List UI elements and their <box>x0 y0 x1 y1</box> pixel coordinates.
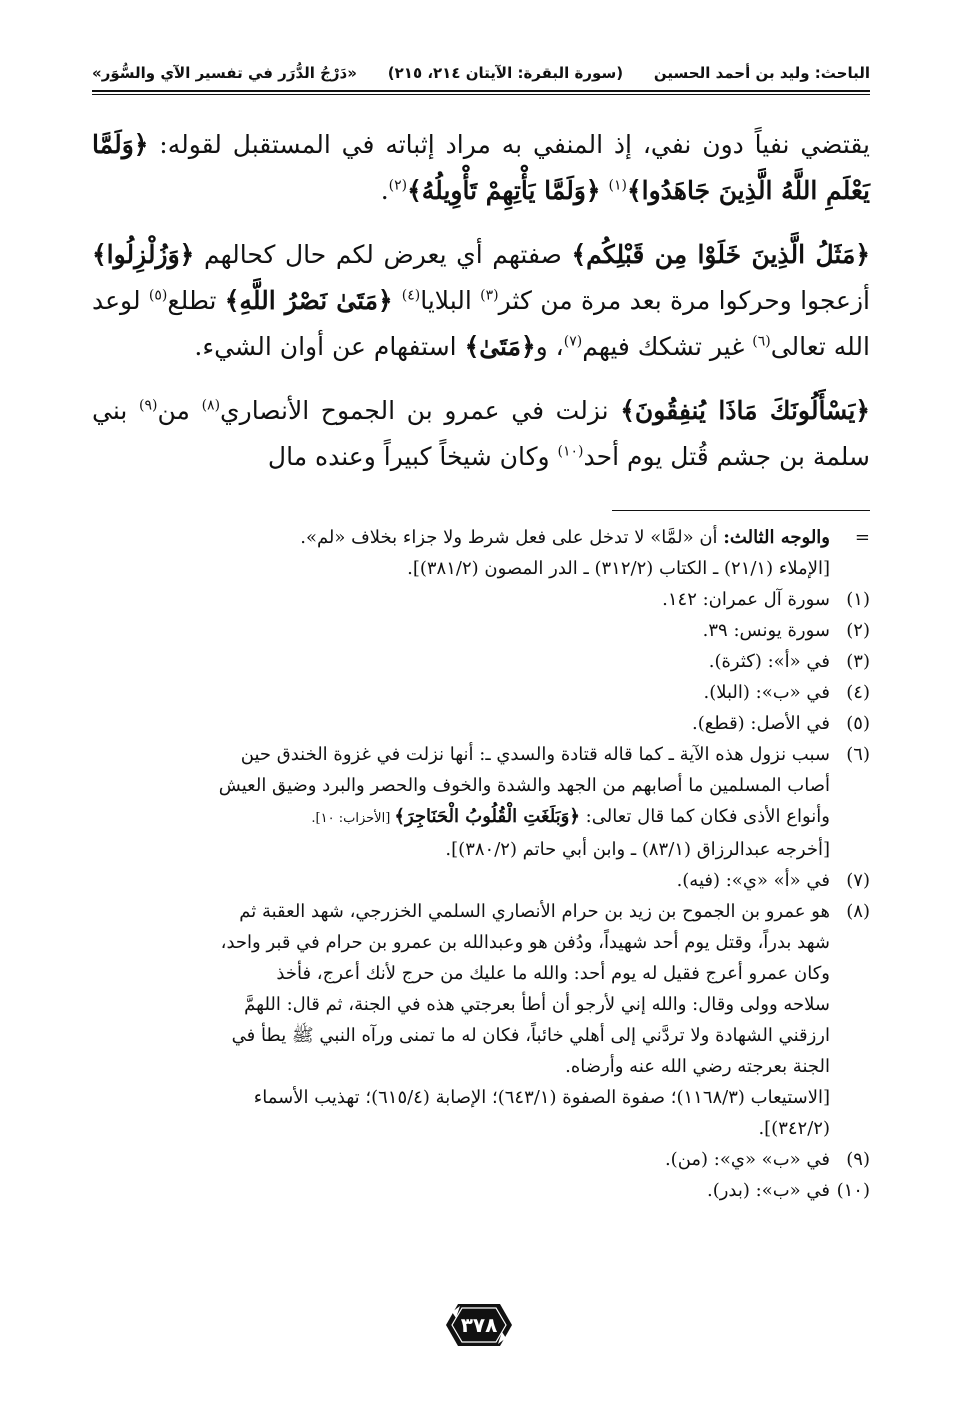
footnote-number: = <box>854 527 870 548</box>
quran-quote: ﴿وَبَلَغَتِ الْقُلُوبُ الْحَنَاجِرَ﴾ <box>394 806 580 827</box>
footnote-7 <box>92 865 870 896</box>
text-run: البلايا <box>420 286 481 315</box>
footnote-text: أصاب المسلمين ما أصابهم من الجهد والشدة والخوف والحصر والبرد وضيق العيش <box>218 775 830 796</box>
footnote-number: (٧) <box>846 870 870 891</box>
footnote-text: في «ب»: (بدر). <box>706 1180 830 1201</box>
footnote-text: أن «لمَّا» لا تدخل على فعل شرط ولا جزاء بخلاف «لم». <box>300 527 724 548</box>
quran-quote: ﴿مَتَىٰ﴾ <box>464 332 536 361</box>
footnote-number: (٦) <box>846 744 870 765</box>
footnote-ref[interactable]: (٩) <box>139 397 158 414</box>
text-run: صفتهم أي يعرض لكم حال كحالهم <box>194 240 572 269</box>
footnote-9 <box>92 1144 870 1175</box>
footnote-number: (٨) <box>846 901 870 922</box>
footnote-number: (٥) <box>846 713 870 734</box>
footnote-ref[interactable]: (١) <box>608 177 627 194</box>
header-surah: (سورة البقرة: الآيتان ٢١٤، ٢١٥) <box>387 64 624 82</box>
footnote-text: سورة يونس: ٣٩. <box>702 620 830 641</box>
header-book-title: «دَرْجُ الدُّرَر في تفسير الآي والسُّوَر» <box>92 64 357 82</box>
footnote-text: ارزقني الشهادة ولا تردَّني إلى أهلي خائباً، فكان له ما تمنى ورآه النبي ﷺ يطأ في <box>231 1025 830 1046</box>
main-text <box>92 122 870 498</box>
footnote-heading: والوجه الثالث: <box>723 527 830 548</box>
quran-quote: ﴿وَلَمَّا يَأْتِهِمْ تَأْوِيلُهُ﴾ <box>407 176 601 205</box>
footnote-6 <box>92 739 870 865</box>
text-run: وكان شيخاً كبيراً وعنده مال <box>267 442 558 471</box>
footnote-ref[interactable]: (٢) <box>388 177 408 194</box>
page-number: ٣٧٨ <box>460 1313 498 1337</box>
footnote-text: [الاستيعاب (١١٦٨/٣)؛ صفوة الصفوة (٦٤٣/١)؛ الإصابة (٦١٥/٤)؛ تهذيب الأسماء <box>253 1087 830 1108</box>
footnote-ref[interactable]: (٥) <box>148 287 168 304</box>
footnote-number: (١٠) <box>836 1180 870 1201</box>
text-run: من <box>157 396 202 425</box>
text-run: نزلت في عمرو بن الجموح الأنصاري <box>220 396 621 425</box>
text-run: غير تشكك فيهم <box>582 332 753 361</box>
footnote-number: (١) <box>846 589 870 610</box>
footnote-text: سورة آل عمران: ١٤٢. <box>662 589 830 610</box>
verse-reference: [الأحزاب: ١٠]. <box>311 811 395 826</box>
footnote-text: في «أ»: (كثرة). <box>708 651 830 672</box>
footnote-4 <box>92 677 870 708</box>
text-run: تطلع <box>167 286 225 315</box>
quran-quote: ﴿وَزُلْزِلُوا﴾ <box>92 240 195 269</box>
footnote-text: وأنواع الأذى فكان كما قال تعالى: <box>579 806 830 827</box>
footnote-text: سلاحه وولى وقال: والله إني لأرجو أن أطأ بعرجتي هذه في الجنة، ثم قال: اللهمَّ <box>244 994 830 1015</box>
footnote-text: سبب نزول هذه الآية ـ كما قاله قتادة والسدي ـ: أنها نزلت في غزوة الخندق حين <box>240 744 830 765</box>
footnote-5 <box>92 708 870 739</box>
footnote-text: [الإملاء (٢١/١) ـ الكتاب (٣١٢/٢) ـ الدر المصون (٣٨١/٢)]. <box>407 558 830 579</box>
footnote-text: في الأصل: (قطع). <box>691 713 830 734</box>
running-header <box>92 58 870 88</box>
footnote-number: (٣) <box>846 651 870 672</box>
footnote-number: (٩) <box>846 1149 870 1170</box>
footnote-3 <box>92 646 870 677</box>
header-author: الباحث: وليد بن أحمد الحسين <box>653 64 870 82</box>
footnote-text: في «ب» «ي»: (من). <box>664 1149 830 1170</box>
footnote-ref[interactable]: (٤) <box>401 287 421 304</box>
footnote-number: (٤) <box>846 682 870 703</box>
quran-quote: ﴿مَثَلُ الَّذِينَ خَلَوْا مِن قَبْلِكُم﴾ <box>571 240 870 269</box>
footnote-8 <box>92 896 870 1144</box>
quran-quote: ﴿مَتَىٰ نَصْرُ اللَّهِ﴾ <box>224 286 402 315</box>
footnote-number: (٢) <box>846 620 870 641</box>
text-run: بني سلمة بن جشم قُتل يوم أحد <box>92 396 870 471</box>
footnote-text: هو عمرو بن الجموح بن زيد بن حرام الأنصاري السلمي الخزرجي، شهد العقبة ثم <box>239 901 830 922</box>
text-run: استفهام عن أوان الشيء. <box>194 332 465 361</box>
text-run: أزعجوا وحركوا مرة بعد مرة من كثر <box>498 286 870 315</box>
text-run: . <box>380 176 389 205</box>
header-rule-thin <box>92 94 870 95</box>
footnote-10 <box>92 1175 870 1206</box>
footnote-ref[interactable]: (٨) <box>201 397 221 414</box>
page-number-ornament <box>444 1302 514 1348</box>
footnote-text: شهد بدراً، وقتل يوم أحد شهيداً، ودُفن هو وعبدالله بن عمرو بن حرام في قبر واحد، <box>220 932 830 953</box>
footnote-text: وكان عمرو أعرج فقيل له يوم أحد: والله ما عليك من حرج لأنك أعرج، فأخذ <box>276 963 830 984</box>
footnote-text: [أخرجه عبدالرزاق (٨٣/١) ـ وابن أبي حاتم (٣٨٠/٢)]. <box>445 839 830 860</box>
paragraph-3 <box>92 388 870 480</box>
footnote-ref[interactable]: (٣) <box>480 287 499 304</box>
paragraph-2 <box>92 232 870 370</box>
footnote-ref[interactable]: (٧) <box>563 333 583 350</box>
footnote-text: الجنة بعرجته رضي الله عنه وأرضاه. <box>565 1056 830 1077</box>
header-rule <box>92 90 870 92</box>
footnote-text: (٣٤٢/٢)]. <box>758 1118 830 1139</box>
footnote-2 <box>92 615 870 646</box>
footnote-ref[interactable]: (٦) <box>752 333 771 350</box>
quran-quote: ﴿يَسْأَلُونَكَ مَاذَا يُنفِقُونَ﴾ <box>620 396 870 425</box>
footnotes <box>92 522 870 1206</box>
text-run: يقتضي نفياً دون نفي، إذ المنفي به مراد إثباته في المستقبل لقوله: <box>148 130 870 159</box>
footnote-text: في «ب»: (البلا). <box>703 682 830 703</box>
footnote-ref[interactable]: (١٠) <box>557 443 584 460</box>
footnote-text: في «أ» «ي»: (فيه). <box>676 870 830 891</box>
footnote-continuation <box>92 522 870 584</box>
text-run: لوعد الله تعالى <box>92 286 870 361</box>
footnote-1 <box>92 584 870 615</box>
quran-quote: ﴿وَلَمَّا يَعْلَمِ اللَّهُ الَّذِينَ جَاهَدُوا﴾ <box>92 130 870 205</box>
paragraph-1 <box>92 122 870 214</box>
footnote-separator <box>612 510 870 511</box>
text-run: ، و <box>535 332 564 361</box>
